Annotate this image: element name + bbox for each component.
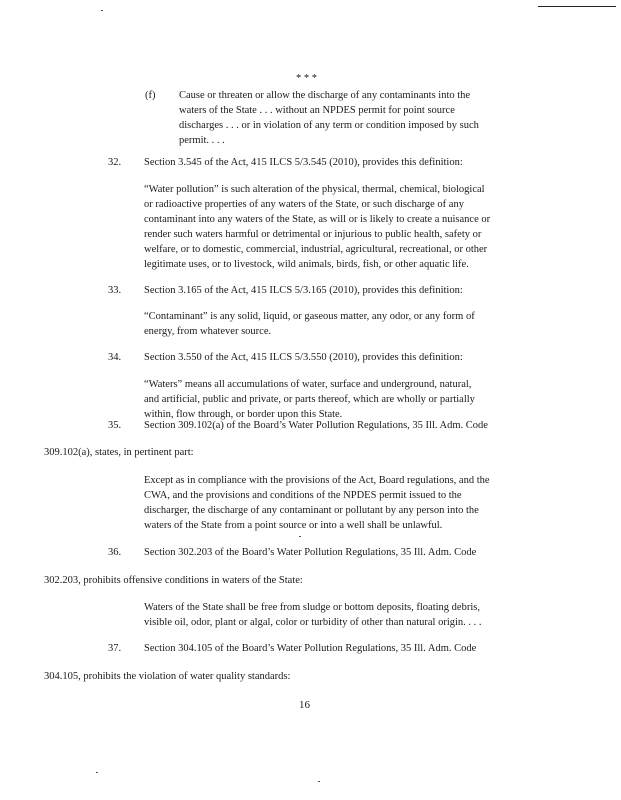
- quote-line: Except as in compliance with the provisions of the Act, Board regulations, and the: [144, 475, 490, 486]
- paragraph-continuation: 302.203, prohibits offensive conditions in waters of the State:: [44, 575, 303, 586]
- scan-speck: [101, 10, 103, 11]
- quote-line: contaminant into any waters of the State, as will or is likely to create a nuisance or: [144, 214, 491, 225]
- paragraph-continuation: 304.105, prohibits the violation of water quality standards:: [44, 671, 291, 682]
- scan-speck: [96, 772, 98, 773]
- quote-line: render such waters harmful or detrimental or injurious to public health, safety or: [144, 229, 482, 240]
- paragraph-text: Section 3.545 of the Act, 415 ILCS 5/3.545 (2010), provides this definition:: [144, 157, 463, 168]
- quote-line: waters of the State from a point source or into a well shall be unlawful.: [144, 520, 443, 531]
- quote-line: visible oil, odor, plant or algal, color or turbidity of other than natural origin. . . .: [144, 617, 482, 628]
- paragraph-text: Section 309.102(a) of the Board’s Water Pollution Regulations, 35 Ill. Adm. Code: [144, 420, 488, 431]
- text-line: waters of the State . . . without an NPDES permit for point source: [179, 105, 455, 116]
- quote-line: Waters of the State shall be free from sludge or bottom deposits, floating debris,: [144, 602, 480, 613]
- ellipsis-marker: * * *: [296, 73, 317, 84]
- quote-line: “Waters” means all accumulations of water, surface and underground, natural,: [144, 379, 472, 390]
- paragraph-number: 37.: [108, 643, 122, 654]
- scan-speck: [318, 781, 320, 782]
- quote-line: and artificial, public and private, or parts thereof, which are wholly or partially: [144, 394, 475, 405]
- quote-line: discharger, the discharge of any contaminant or pollutant by any person into the: [144, 505, 479, 516]
- quote-line: or radioactive properties of any waters of the State, or such discharge of any: [144, 199, 464, 210]
- paragraph-text: Section 302.203 of the Board’s Water Pollution Regulations, 35 Ill. Adm. Code: [144, 547, 477, 558]
- paragraph-number: 36.: [108, 547, 122, 558]
- quote-line: legitimate uses, or to livestock, wild animals, birds, fish, or other aquatic life.: [144, 259, 469, 270]
- paragraph-number: 34.: [108, 352, 122, 363]
- block-quote: [144, 473, 490, 533]
- quote-line: energy, from whatever source.: [144, 326, 272, 337]
- scan-speck: [299, 536, 301, 537]
- item-f-label: (f): [145, 90, 156, 101]
- quote-line: “Water pollution” is such alteration of the physical, thermal, chemical, biological: [144, 184, 485, 195]
- quote-line: within, flow through, or border upon this State.: [144, 409, 343, 420]
- quote-line: welfare, or to domestic, commercial, industrial, agricultural, recreational, or other: [144, 244, 488, 255]
- text-line: Cause or threaten or allow the discharge of any contaminants into the: [179, 90, 471, 101]
- block-quote: [144, 600, 482, 630]
- text-line: discharges . . . or in violation of any term or condition imposed by such: [179, 120, 479, 131]
- block-quote: [144, 309, 475, 339]
- quote-line: “Contaminant” is any solid, liquid, or gaseous matter, any odor, or any form of: [144, 311, 475, 322]
- block-quote: [144, 377, 475, 422]
- block-quote: [144, 182, 490, 272]
- quote-line: CWA, and the provisions and conditions of the NPDES permit issued to the: [144, 490, 462, 501]
- paragraph-number: 35.: [108, 420, 122, 431]
- paragraph-number: 32.: [108, 157, 122, 168]
- paragraph-text: Section 3.550 of the Act, 415 ILCS 5/3.550 (2010), provides this definition:: [144, 352, 463, 363]
- text-line: permit. . . .: [179, 135, 225, 146]
- paragraph-number: 33.: [108, 285, 122, 296]
- paragraph-continuation: 309.102(a), states, in pertinent part:: [44, 447, 194, 458]
- paragraph-text: Section 304.105 of the Board’s Water Pollution Regulations, 35 Ill. Adm. Code: [144, 643, 477, 654]
- header-rule: [538, 6, 616, 7]
- paragraph-text: Section 3.165 of the Act, 415 ILCS 5/3.165 (2010), provides this definition:: [144, 285, 463, 296]
- item-f-text: [179, 88, 479, 148]
- page-number: 16: [299, 699, 310, 711]
